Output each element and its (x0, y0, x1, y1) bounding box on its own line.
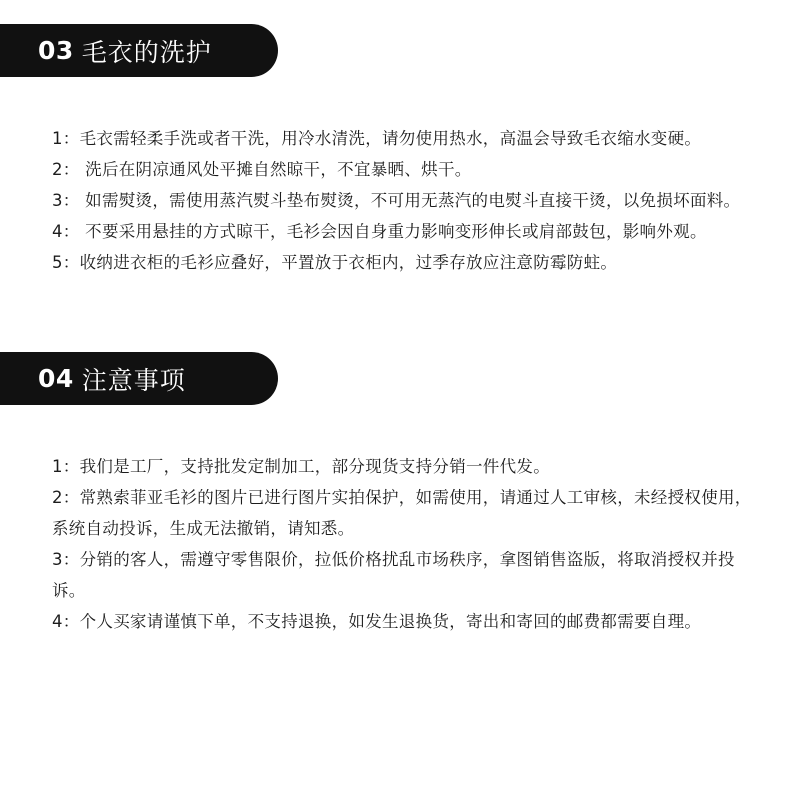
notices-list (52, 451, 760, 637)
section-title: 毛衣的洗护 (81, 37, 212, 67)
section-header-banner (0, 24, 278, 77)
list-item: 1：我们是工厂，支持批发定制加工，部分现货支持分销一件代发。 (52, 457, 550, 476)
section-number: 03 (38, 36, 74, 65)
list-item: 4：个人买家请谨慎下单，不支持退换，如发生退换货，寄出和寄回的邮费都需要自理。 (52, 612, 702, 631)
list-item: 2： 洗后在阴凉通风处平摊自然晾干，不宜暴晒、烘干。 (52, 160, 472, 179)
care-instructions-list (52, 123, 760, 278)
section-header-banner (0, 352, 278, 405)
list-item: 3： 如需熨烫，需使用蒸汽熨斗垫布熨烫，不可用无蒸汽的电熨斗直接干烫，以免损坏面料。 (52, 191, 741, 210)
section-title: 注意事项 (81, 365, 186, 395)
list-item: 1：毛衣需轻柔手洗或者干洗，用冷水清洗，请勿使用热水，高温会导致毛衣缩水变硬。 (52, 129, 702, 148)
list-item: 5：收纳进衣柜的毛衫应叠好，平置放于衣柜内，过季存放应注意防霉防蛀。 (52, 253, 618, 272)
list-item: 2：常熟索菲亚毛衫的图片已进行图片实拍保护，如需使用，请通过人工审核，未经授权使用，系统自动投诉，生成无法撤销，请知悉。 (52, 488, 752, 538)
section-washing-care (0, 24, 790, 272)
list-item: 4： 不要采用悬挂的方式晾干，毛衫会因自身重力影响变形伸长或肩部鼓包，影响外观。 (52, 222, 707, 241)
section-number: 04 (38, 364, 74, 393)
section-notices (0, 352, 790, 631)
list-item: 3：分销的客人，需遵守零售限价，拉低价格扰乱市场秩序，拿图销售盗版，将取消授权并投诉。 (52, 550, 735, 600)
